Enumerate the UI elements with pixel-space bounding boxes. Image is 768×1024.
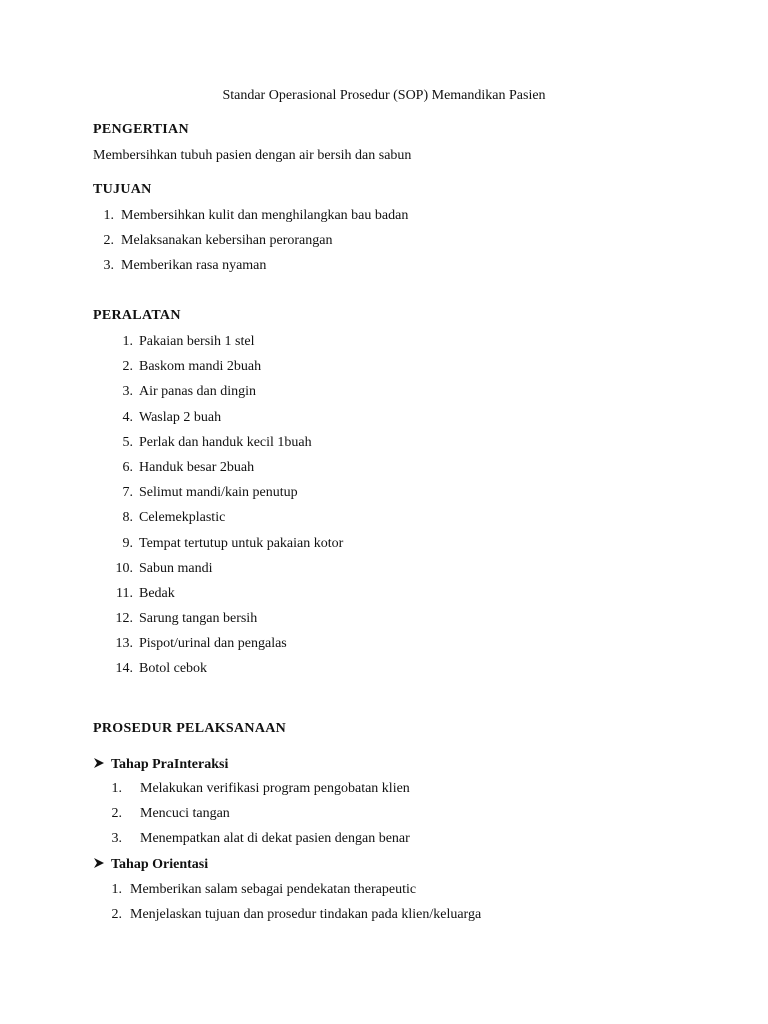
list-text: Tempat tertutup untuk pakaian kotor <box>139 535 344 551</box>
list-item <box>0 333 768 358</box>
list-number: 13. <box>115 636 133 652</box>
list-text: Baskom mandi 2buah <box>139 359 262 375</box>
arrow-bullet-icon <box>93 857 111 873</box>
list-text: Celemekplastic <box>139 510 226 526</box>
list-text: Botol cebok <box>139 661 208 677</box>
list-item <box>0 207 768 232</box>
list-number: 3. <box>122 384 133 400</box>
list-number: 2. <box>103 233 114 249</box>
list-item <box>0 257 768 282</box>
orientasi-list <box>0 881 768 931</box>
list-item <box>0 535 768 560</box>
pengertian-text: Membersihkan tubuh pasien dengan air bersih dan sabun <box>93 148 412 163</box>
list-text: Pispot/urinal dan pengalas <box>139 636 287 652</box>
stage-orientasi <box>93 857 208 873</box>
list-number: 3. <box>111 831 122 847</box>
list-text: Pakaian bersih 1 stel <box>139 334 255 349</box>
list-number: 5. <box>122 434 133 450</box>
list-item <box>0 635 768 660</box>
list-text: Menjelaskan tujuan dan prosedur tindakan pada klien/keluarga <box>130 907 482 923</box>
list-item <box>0 780 768 805</box>
list-item <box>0 358 768 383</box>
list-item <box>0 881 768 906</box>
list-item <box>0 560 768 585</box>
list-text: Waslap 2 buah <box>139 409 222 425</box>
list-number: 2. <box>111 806 122 822</box>
list-text: Membersihkan kulit dan menghilangkan bau badan <box>121 208 409 223</box>
list-item <box>0 484 768 509</box>
list-text: Mencuci tangan <box>140 806 230 822</box>
list-text: Memberikan rasa nyaman <box>121 258 267 274</box>
list-number: 11. <box>116 585 133 601</box>
list-number: 2. <box>111 907 122 923</box>
list-text: Handuk besar 2buah <box>139 459 255 475</box>
stage-label: Tahap PraInteraksi <box>111 757 229 772</box>
heading-tujuan: TUJUAN <box>93 182 152 197</box>
prainteraksi-list <box>0 780 768 856</box>
tujuan-list <box>0 207 768 283</box>
list-number: 6. <box>122 459 133 475</box>
list-number: 4. <box>122 409 133 425</box>
list-item <box>0 509 768 534</box>
stage-label: Tahap Orientasi <box>111 857 209 872</box>
list-item <box>0 906 768 931</box>
list-number: 10. <box>115 560 133 576</box>
heading-pengertian: PENGERTIAN <box>93 122 189 137</box>
list-number: 8. <box>122 510 133 526</box>
list-number: 1. <box>111 781 122 796</box>
list-item <box>0 805 768 830</box>
list-number: 7. <box>122 485 133 501</box>
list-text: Menempatkan alat di dekat pasien dengan benar <box>140 831 410 847</box>
list-text: Melaksanakan kebersihan perorangan <box>121 233 333 249</box>
list-text: Memberikan salam sebagai pendekatan therapeutic <box>130 882 417 897</box>
list-number: 2. <box>122 359 133 375</box>
list-text: Perlak dan handuk kecil 1buah <box>139 434 312 450</box>
list-number: 1. <box>103 208 114 223</box>
list-item <box>0 383 768 408</box>
arrow-bullet-icon <box>93 757 111 773</box>
document-title: Standar Operasional Prosedur (SOP) Memandikan Pasien <box>222 88 546 103</box>
list-item <box>0 660 768 685</box>
list-item <box>0 459 768 484</box>
heading-prosedur: PROSEDUR PELAKSANAAN <box>93 721 287 736</box>
heading-peralatan: PERALATAN <box>93 308 181 323</box>
stage-prainteraksi <box>93 757 228 773</box>
list-number: 3. <box>103 258 114 274</box>
list-text: Melakukan verifikasi program pengobatan klien <box>140 781 410 796</box>
list-item <box>0 434 768 459</box>
list-text: Sabun mandi <box>139 560 213 576</box>
list-number: 1. <box>111 882 122 897</box>
list-text: Sarung tangan bersih <box>139 611 258 627</box>
list-item <box>0 830 768 855</box>
list-item <box>0 610 768 635</box>
list-number: 12. <box>115 611 133 627</box>
list-item <box>0 585 768 610</box>
list-number: 9. <box>122 535 133 551</box>
peralatan-list <box>0 333 768 686</box>
list-text: Bedak <box>139 585 175 601</box>
list-number: 1. <box>122 334 133 349</box>
list-text: Selimut mandi/kain penutup <box>139 485 298 501</box>
list-item <box>0 409 768 434</box>
list-text: Air panas dan dingin <box>139 384 257 400</box>
list-number: 14. <box>115 661 133 677</box>
list-item <box>0 232 768 257</box>
